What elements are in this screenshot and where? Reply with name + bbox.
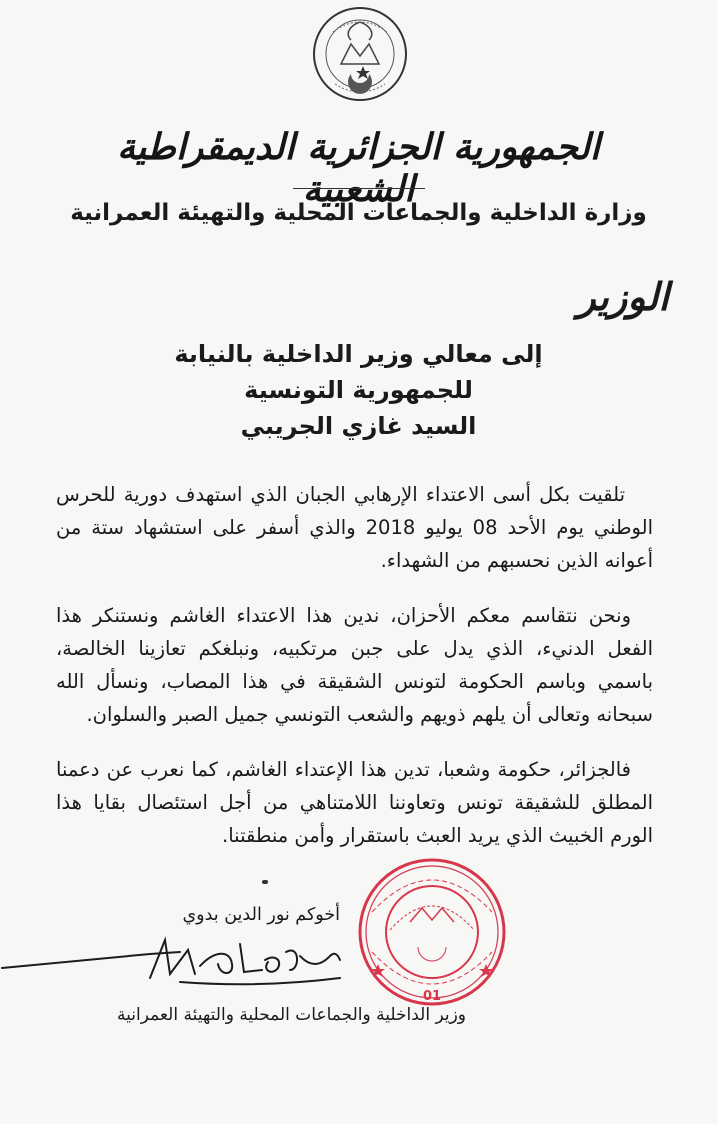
official-stamp-icon [350, 852, 515, 1012]
national-emblem-icon [311, 4, 409, 104]
ministry-heading: وزارة الداخلية والجماعات المحلية والتهيئة العمرانية [70, 200, 647, 226]
addressee-line-title: إلى معالي وزير الداخلية بالنيابة [174, 340, 543, 368]
addressee-line-country: للجمهورية التونسية [244, 376, 473, 404]
body-paragraph-1: تلقيت بكل أسى الاعتداء الإرهابي الجبان الذي استهدف دورية للحرس الوطني يوم الأحد 08 يوليو 2018 والذي أسفر على استشهاد ستة من أعوانه الذين نحسبهم من الشهداء. [56, 483, 653, 572]
signatory-title: وزير الداخلية والجماعات المحلية والتهيئة العمرانية [117, 1005, 466, 1025]
body-paragraph-3: فالجزائر، حكومة وشعبا، تدين هذا الإعتداء الغاشم، كما نعرب عن دعمنا المطلق للشقيقة تونس وتعاوننا اللامتناهي من أجل استئصال بقايا هذا الورم الخبيث الذي يريد العبث باستقرار وأمن منطقتنا. [56, 758, 653, 847]
signatory-name: أخوكم نور الدين بدوي [182, 905, 340, 925]
minister-label: الوزير [577, 274, 669, 319]
handwritten-signature-icon [0, 930, 360, 1000]
letter-body [56, 478, 653, 874]
stamp-number: 01 [422, 989, 442, 1004]
ink-speck [262, 880, 268, 884]
addressee-block [150, 336, 567, 444]
addressee-line-name: السيد غازي الجريبي [240, 412, 477, 440]
republic-heading: الجمهورية الجزائرية الديمقراطية الشعبية [117, 126, 600, 210]
body-paragraph-2: ونحن نتقاسم معكم الأحزان، ندين هذا الاعتداء الغاشم ونستنكر هذا الفعل الدنيء، الذي يدل على جبن مرتكبيه، ونبلغكم تعازينا الخالصة، باسمي وباسم الحكومة لتونس الشقيقة في هذا المصاب، ونسأل الله سبحانه وتعالى أن يلهم ذويهم والشعب التونسي جميل الصبر والسلوان. [56, 604, 653, 726]
header-divider [293, 188, 425, 189]
